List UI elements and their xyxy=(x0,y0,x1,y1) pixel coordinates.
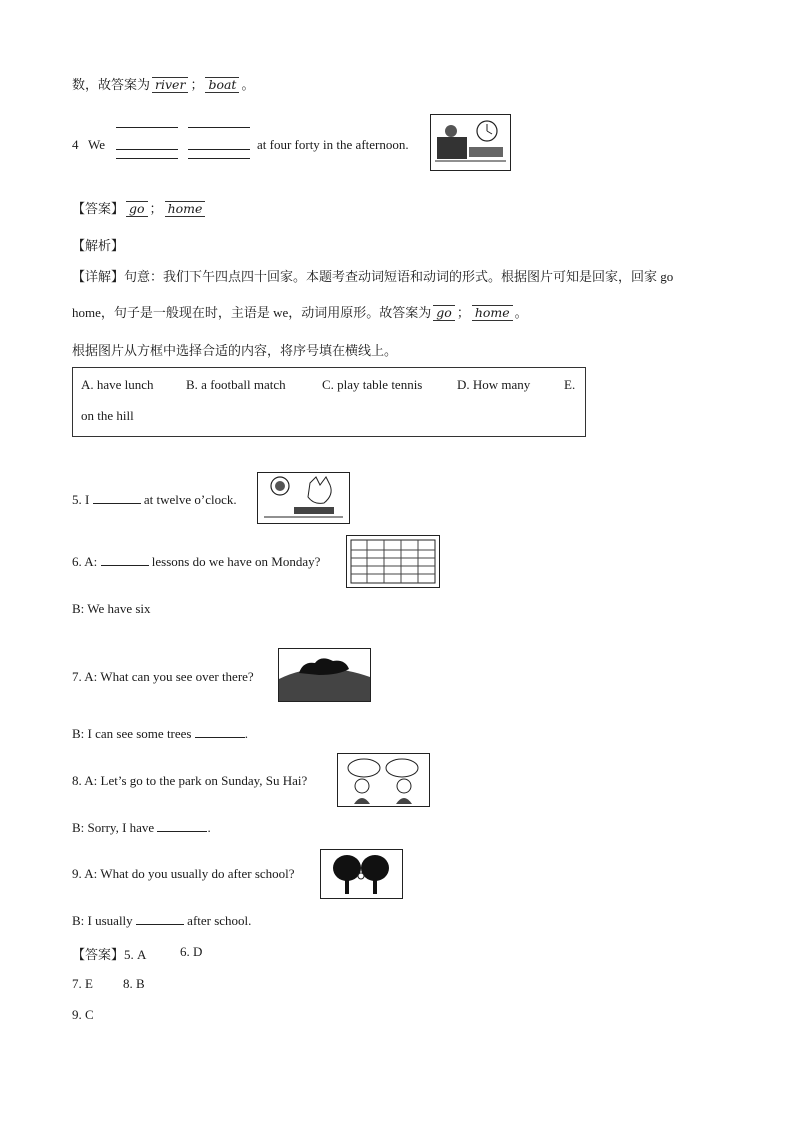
analysis-separator: ； xyxy=(456,305,470,320)
q9b-before: B: I usually xyxy=(72,913,133,928)
analysis-detail-line1 xyxy=(72,266,673,285)
q6a-after: lessons do we have on Monday? xyxy=(151,554,321,569)
option-e-letter: E. xyxy=(564,377,576,392)
q4-blank1-line-top xyxy=(116,127,178,128)
q6a-blank[interactable] xyxy=(101,554,149,566)
q7b-blank[interactable] xyxy=(195,726,245,738)
q4-subject: We xyxy=(88,137,105,152)
q6a-before: 6. A: xyxy=(72,554,98,569)
answer-6: 6. D xyxy=(180,944,203,959)
answer4-label: 【答案】 xyxy=(72,201,125,216)
analysis-label: 【解析】 xyxy=(72,238,125,253)
answer4-separator: ； xyxy=(149,201,163,216)
intro-answer-1: river xyxy=(152,77,188,93)
q9b-after: after school. xyxy=(187,913,252,928)
q4-blank1-line-bottom xyxy=(116,158,178,159)
q4-rest: at four forty in the afternoon. xyxy=(257,137,409,152)
q5-after: at twelve o’clock. xyxy=(143,492,237,507)
instruction: 根据图片从方框中选择合适的内容，将序号填在横线上。 xyxy=(72,343,398,358)
trees-on-hill-picture xyxy=(278,648,371,702)
answers-line-1 xyxy=(72,944,146,963)
intro-prefix: 数，故答案为 xyxy=(72,77,151,92)
q7b-before: B: I can see some trees xyxy=(72,726,192,741)
q8b-line xyxy=(72,820,211,836)
timetable-picture xyxy=(346,535,440,588)
q8b-before: B: Sorry, I have xyxy=(72,820,155,835)
q4-blank2-line-bottom xyxy=(188,158,250,159)
intro-separator: ； xyxy=(190,77,204,92)
analysis-answer-go: go xyxy=(433,305,455,321)
answer4-line xyxy=(72,198,207,217)
answer-7: 7. E xyxy=(72,976,93,991)
answers-label: 【答案】 xyxy=(72,947,125,962)
q4-number: 4 xyxy=(72,137,79,152)
table-tennis-paddles-picture xyxy=(320,849,403,899)
answer-9: 9. C xyxy=(72,1007,94,1022)
q5-before: 5. I xyxy=(72,492,90,507)
intro-suffix: 。 xyxy=(241,77,255,92)
q7b-after: . xyxy=(244,726,248,741)
q4-blank2-line-top xyxy=(188,127,250,128)
q5-blank[interactable] xyxy=(93,492,141,504)
answer4-go: go xyxy=(126,201,148,217)
answer4-home: home xyxy=(165,201,206,217)
intro-answer-2: boat xyxy=(205,77,239,93)
analysis-suffix: 。 xyxy=(514,305,528,320)
option-a: A. have lunch xyxy=(81,377,154,392)
intro-line xyxy=(72,74,254,93)
analysis-detail-line2 xyxy=(72,302,528,321)
option-c: C. play table tennis xyxy=(322,377,423,392)
q7b-line xyxy=(72,726,248,742)
q8b-after: . xyxy=(207,820,211,835)
q8b-blank[interactable] xyxy=(157,820,207,832)
q9a: 9. A: What do you usually do after school? xyxy=(72,866,295,881)
option-d: D. How many xyxy=(457,377,531,392)
q9b-blank[interactable] xyxy=(136,913,184,925)
answer-8: 8. B xyxy=(123,976,145,991)
lunch-cat-picture xyxy=(257,472,350,524)
children-talking-picture xyxy=(337,753,430,807)
q9b-line xyxy=(72,913,251,929)
q6b: B: We have six xyxy=(72,601,151,616)
q5-line xyxy=(72,492,237,508)
analysis-line2-prefix: home，句子是一般现在时，主语是 we，动词用原形。故答案为 xyxy=(72,305,432,320)
option-e-text: on the hill xyxy=(81,408,134,423)
q7a: 7. A: What can you see over there? xyxy=(72,669,254,684)
analysis-line1: 句意：我们下午四点四十回家。本题考查动词短语和动词的形式。根据图片可知是回家，回家 go xyxy=(124,269,674,284)
q6a-line xyxy=(72,554,320,570)
q8a: 8. A: Let’s go to the park on Sunday, Su Hai? xyxy=(72,773,308,788)
option-b: B. a football match xyxy=(186,377,286,392)
going-home-clock-picture xyxy=(430,114,511,171)
analysis-detail-label: 【详解】 xyxy=(72,269,125,284)
answer-5: 5. A xyxy=(124,947,147,962)
q4-blank2-line-mid xyxy=(188,149,250,150)
q4-blank1-line-mid xyxy=(116,149,178,150)
analysis-answer-home: home xyxy=(472,305,513,321)
